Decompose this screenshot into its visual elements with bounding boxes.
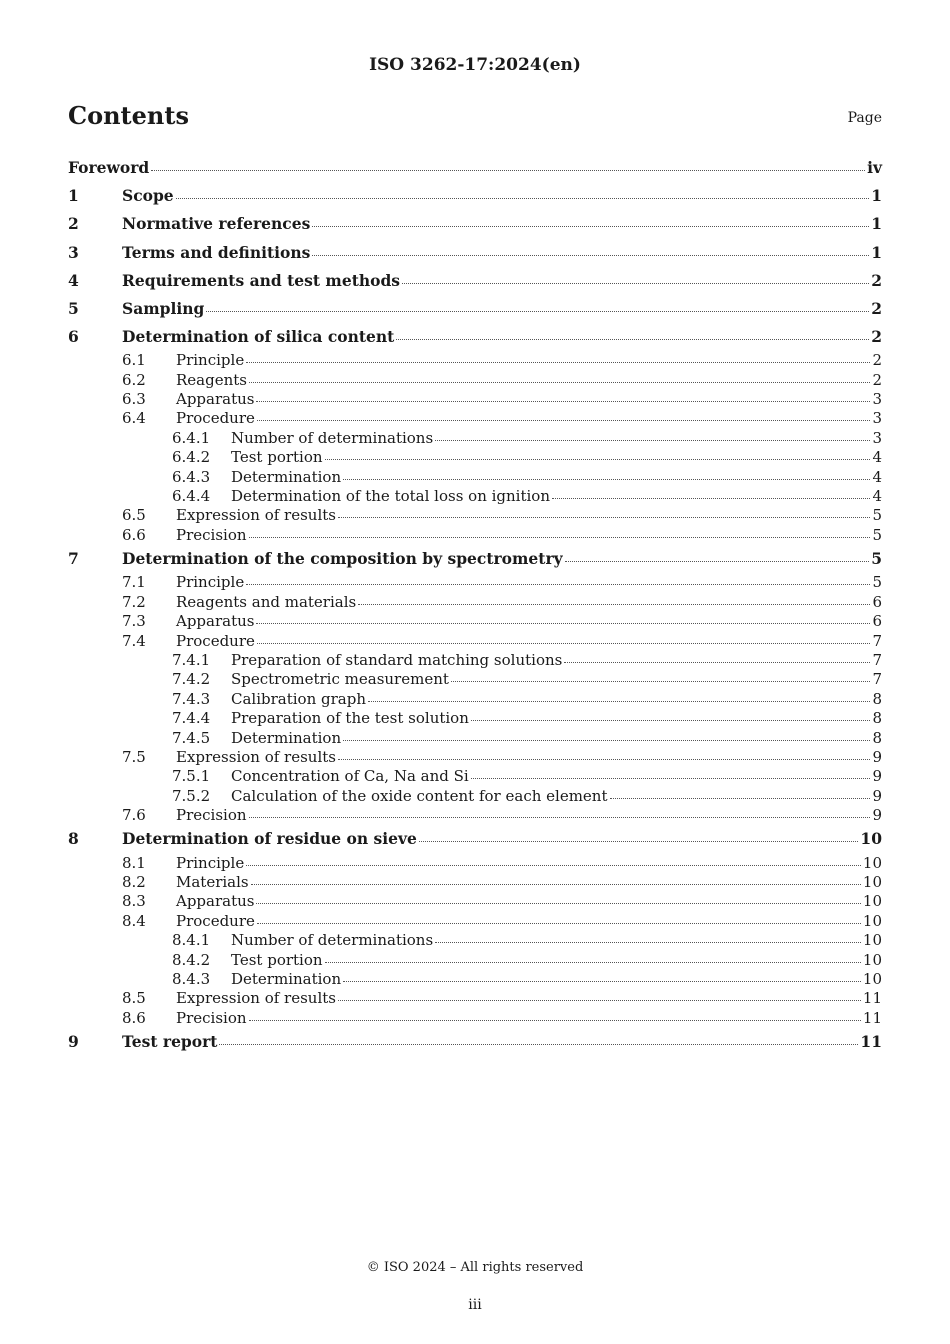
toc-entry-page[interactable]: 7: [872, 631, 882, 650]
dot-leader: [610, 798, 871, 799]
toc-entry[interactable]: [68, 267, 882, 295]
toc-entry-number: 8.2: [122, 873, 146, 892]
toc-entry-number: 7.5: [122, 747, 146, 766]
toc-entry[interactable]: [68, 892, 882, 911]
document-id: ISO 3262-17:2024(en): [369, 55, 581, 75]
dot-leader: [256, 623, 870, 624]
toc-entry-title[interactable]: Calculation of the oxide content for each element: [231, 786, 608, 805]
toc-entry-number: 4: [68, 270, 79, 290]
toc-entry-number: 6.5: [122, 506, 146, 525]
dot-leader: [257, 643, 871, 644]
toc-entry-number: 6.6: [122, 525, 146, 544]
toc-entry-title[interactable]: Determination of residue on sieve: [122, 829, 417, 849]
dot-leader: [368, 701, 870, 702]
toc-entry-title[interactable]: Determination: [231, 467, 342, 486]
toc-entry-title[interactable]: Expression of results: [176, 989, 336, 1008]
dot-leader: [471, 720, 871, 721]
toc-entry-title[interactable]: Calibration graph: [231, 689, 366, 708]
toc-entry-page[interactable]: 9: [872, 806, 882, 825]
toc-entry-page[interactable]: 3: [872, 428, 882, 447]
toc-entry-page[interactable]: 5: [872, 506, 882, 525]
dot-leader: [219, 1044, 858, 1045]
toc-entry-page[interactable]: 2: [871, 270, 882, 290]
toc-entry-number: 7.4.2: [172, 670, 211, 689]
toc-entry-number: 8.4.3: [172, 970, 211, 989]
toc-entry-number: 8.1: [122, 853, 146, 872]
toc-entry[interactable]: [68, 873, 882, 892]
toc-entry-page[interactable]: 10: [862, 853, 882, 872]
toc-entry-page[interactable]: 5: [872, 573, 882, 592]
toc-entry-page[interactable]: 9: [872, 786, 882, 805]
dot-leader: [419, 841, 859, 842]
toc-entry-page[interactable]: 1: [871, 242, 882, 262]
dot-leader: [257, 420, 871, 421]
toc-entry-number: 6.1: [122, 351, 146, 370]
dot-leader: [338, 759, 870, 760]
toc-entry-page[interactable]: 10: [862, 970, 882, 989]
toc-entry[interactable]: [68, 593, 882, 612]
toc-entry-title[interactable]: Requirements and test methods: [122, 270, 401, 290]
toc-entry[interactable]: [68, 989, 882, 1008]
toc-entry-title[interactable]: Apparatus: [176, 892, 255, 911]
toc-entry[interactable]: [68, 690, 882, 709]
toc-entry[interactable]: [68, 1028, 882, 1056]
toc-entry-number: 7: [68, 549, 79, 569]
toc-entry-page[interactable]: 8: [872, 728, 882, 747]
toc-entry-title[interactable]: Expression of results: [176, 747, 336, 766]
dot-leader: [552, 498, 870, 499]
toc-entry-page[interactable]: 10: [860, 829, 882, 849]
toc-entry-page[interactable]: 2: [872, 351, 882, 370]
toc-entry-number: 8.4.1: [172, 931, 211, 950]
toc-entry-number: 7.1: [122, 573, 146, 592]
toc-entry-number: 7.4.1: [172, 650, 211, 669]
toc-entry-title[interactable]: Reagents: [176, 370, 247, 389]
toc-entry[interactable]: [68, 787, 882, 806]
copyright-footer: © ISO 2024 – All rights reserved: [366, 1260, 584, 1275]
toc-entry-title[interactable]: Preparation of standard matching solutions: [231, 650, 563, 669]
toc-entry-number: 7.2: [122, 592, 146, 611]
toc-entry-title[interactable]: Determination: [231, 970, 342, 989]
dot-leader: [564, 662, 870, 663]
toc-entry-page[interactable]: 3: [872, 409, 882, 428]
toc-entry-title[interactable]: Test portion: [231, 950, 323, 969]
toc-entry-number: 5: [68, 298, 79, 318]
toc-entry[interactable]: [68, 323, 882, 351]
dot-leader: [343, 479, 870, 480]
toc-entry-number: 8.5: [122, 989, 146, 1008]
toc-entry[interactable]: [68, 295, 882, 323]
toc-entry-page[interactable]: 8: [872, 689, 882, 708]
toc-entry-page[interactable]: 5: [871, 549, 882, 569]
page-number: iii: [468, 1297, 482, 1313]
toc-entry-number: 7.6: [122, 806, 146, 825]
dot-leader: [257, 923, 861, 924]
toc-entry-number: 7.3: [122, 612, 146, 631]
toc-entry-title[interactable]: Expression of results: [176, 506, 336, 525]
toc-entry-page[interactable]: 6: [872, 592, 882, 611]
toc-entry-number: 7.4.3: [172, 689, 211, 708]
dot-leader: [312, 226, 869, 227]
dot-leader: [338, 1000, 861, 1001]
dot-leader: [358, 604, 870, 605]
toc-entry-title[interactable]: Procedure: [176, 409, 255, 428]
dot-leader: [396, 339, 869, 340]
toc-entry-number: 6.3: [122, 390, 146, 409]
toc-entry-title[interactable]: Apparatus: [176, 390, 255, 409]
toc-entry-title[interactable]: Procedure: [176, 631, 255, 650]
toc-entry[interactable]: [68, 651, 882, 670]
toc-entry-page[interactable]: iv: [867, 158, 882, 177]
toc-entry-number: 9: [68, 1032, 79, 1052]
toc-entry[interactable]: [68, 573, 882, 592]
dot-leader: [343, 740, 870, 741]
toc-entry-page[interactable]: 1: [871, 214, 882, 234]
toc-entry-number: 8.6: [122, 1008, 146, 1027]
toc-entry-number: 7.4.4: [172, 709, 211, 728]
toc-entry-title[interactable]: Concentration of Ca, Na and Si: [231, 767, 469, 786]
toc-entry-page[interactable]: 9: [872, 767, 882, 786]
toc-entry[interactable]: [68, 545, 882, 573]
toc-entry[interactable]: [68, 239, 882, 267]
toc-entry-page[interactable]: 10: [862, 892, 882, 911]
dot-leader: [151, 170, 865, 171]
toc-entry-number: 6.4.2: [172, 448, 211, 467]
toc-entry[interactable]: [68, 767, 882, 786]
dot-leader: [451, 681, 871, 682]
toc-entry-title[interactable]: Determination: [231, 728, 342, 747]
toc-entry-page[interactable]: 11: [862, 989, 882, 1008]
toc-entry[interactable]: [68, 526, 882, 545]
toc-entry[interactable]: [68, 825, 882, 853]
toc-entry-page[interactable]: 4: [872, 448, 882, 467]
dot-leader: [343, 981, 861, 982]
toc-entry-title[interactable]: Principle: [176, 853, 245, 872]
toc-entry-title[interactable]: Scope: [122, 186, 174, 206]
toc-entry[interactable]: [68, 351, 882, 370]
toc-entry-number: 6.4.1: [172, 428, 211, 447]
dot-leader: [402, 283, 869, 284]
toc-entry-title[interactable]: Determination of the total loss on ignition: [231, 487, 550, 506]
toc-entry-title[interactable]: Reagents and materials: [176, 592, 357, 611]
toc-entry-number: 7.5.1: [172, 767, 211, 786]
toc-entry-page[interactable]: 11: [860, 1032, 882, 1052]
toc-entry-number: 6.2: [122, 370, 146, 389]
toc-entry-number: 6: [68, 327, 79, 347]
toc-entry-number: 8: [68, 829, 79, 849]
toc-entry-title[interactable]: Terms and definitions: [122, 242, 311, 262]
toc-entry-title[interactable]: Precision: [176, 806, 247, 825]
toc-entry-title[interactable]: Determination of the composition by spectrometry: [122, 549, 563, 569]
dot-leader: [246, 584, 870, 585]
toc-entry-title[interactable]: Test portion: [231, 448, 323, 467]
dot-leader: [325, 459, 871, 460]
toc-entry-title[interactable]: Precision: [176, 1008, 247, 1027]
toc-entry-number: 6.4: [122, 409, 146, 428]
toc-entry-page[interactable]: 2: [871, 327, 882, 347]
toc-entry[interactable]: [68, 468, 882, 487]
toc-entry-title[interactable]: Spectrometric measurement: [231, 670, 449, 689]
toc-entry-page[interactable]: 8: [872, 709, 882, 728]
toc-entry[interactable]: [68, 371, 882, 390]
dot-leader: [312, 255, 869, 256]
toc-entry-page[interactable]: 7: [872, 670, 882, 689]
toc-entry[interactable]: [68, 632, 882, 651]
toc-entry-title[interactable]: Determination of silica content: [122, 327, 395, 347]
toc-entry-page[interactable]: 2: [872, 370, 882, 389]
contents-title: Contents: [68, 101, 189, 130]
dot-leader: [565, 561, 870, 562]
dot-leader: [338, 517, 870, 518]
toc-entry-title[interactable]: Normative references: [122, 214, 311, 234]
toc-entry-page[interactable]: 1: [871, 186, 882, 206]
dot-leader: [246, 865, 861, 866]
toc-entry-number: 6.4.3: [172, 467, 211, 486]
toc-entry-title[interactable]: Principle: [176, 351, 245, 370]
toc-entry-title[interactable]: Materials: [176, 873, 249, 892]
toc-entry[interactable]: [68, 1009, 882, 1028]
toc-entry[interactable]: [68, 390, 882, 409]
toc-entry[interactable]: [68, 709, 882, 728]
toc-entry-title[interactable]: Sampling: [122, 298, 205, 318]
toc-entry-title[interactable]: Test report: [122, 1032, 218, 1052]
dot-leader: [249, 1020, 861, 1021]
toc-entry[interactable]: [68, 854, 882, 873]
dot-leader: [471, 778, 871, 779]
toc-entry[interactable]: [68, 670, 882, 689]
toc-entry-page[interactable]: 11: [862, 1008, 882, 1027]
dot-leader: [176, 198, 870, 199]
toc-entry[interactable]: [68, 448, 882, 467]
toc-entry-title[interactable]: Procedure: [176, 911, 255, 930]
dot-leader: [206, 311, 869, 312]
toc-entry[interactable]: [68, 429, 882, 448]
dot-leader: [246, 362, 870, 363]
toc-entry-page[interactable]: 10: [862, 950, 882, 969]
toc-entry-title[interactable]: Principle: [176, 573, 245, 592]
toc-entry[interactable]: [68, 748, 882, 767]
toc-entry[interactable]: [68, 970, 882, 989]
toc-entry[interactable]: [68, 210, 882, 238]
toc-entry-page[interactable]: 3: [872, 390, 882, 409]
toc-entry-title[interactable]: Apparatus: [176, 612, 255, 631]
dot-leader: [249, 382, 870, 383]
toc-entry-page[interactable]: 10: [862, 911, 882, 930]
toc-entry[interactable]: [68, 931, 882, 950]
dot-leader: [251, 884, 861, 885]
toc-entry[interactable]: [68, 409, 882, 428]
toc-entry[interactable]: [68, 806, 882, 825]
dot-leader: [256, 903, 860, 904]
toc-entry[interactable]: [68, 951, 882, 970]
toc-entry-number: 1: [68, 186, 79, 206]
toc-entry-page[interactable]: 2: [871, 298, 882, 318]
page-column-label: Page: [847, 110, 882, 126]
toc-entry[interactable]: [68, 729, 882, 748]
toc-entry-page[interactable]: 9: [872, 747, 882, 766]
toc-entry-number: 8.4: [122, 911, 146, 930]
dot-leader: [256, 401, 870, 402]
toc-entry-title[interactable]: Foreword: [68, 158, 150, 177]
toc-entry[interactable]: [68, 912, 882, 931]
toc-entry-title[interactable]: Preparation of the test solution: [231, 709, 469, 728]
dot-leader: [325, 962, 861, 963]
toc-entry-number: 2: [68, 214, 79, 234]
toc-entry-page[interactable]: 10: [862, 873, 882, 892]
toc-entry-page[interactable]: 10: [862, 931, 882, 950]
toc-entry-title[interactable]: Precision: [176, 525, 247, 544]
toc-entry-page[interactable]: 6: [872, 612, 882, 631]
toc-entry-title[interactable]: Number of determinations: [231, 428, 434, 447]
toc-entry[interactable]: [68, 182, 882, 210]
toc-entry-number: 8.4.2: [172, 950, 211, 969]
toc-entry-page[interactable]: 5: [872, 525, 882, 544]
table-of-contents: [68, 154, 882, 1056]
dot-leader: [249, 537, 871, 538]
toc-entry-number: 6.4.4: [172, 487, 211, 506]
toc-entry-page[interactable]: 7: [872, 650, 882, 669]
toc-entry[interactable]: [68, 487, 882, 506]
toc-entry[interactable]: [68, 154, 882, 182]
dot-leader: [435, 440, 870, 441]
toc-entry-page[interactable]: 4: [872, 467, 882, 486]
toc-entry-number: 7.4: [122, 631, 146, 650]
toc-entry[interactable]: [68, 506, 882, 525]
toc-entry-number: 7.4.5: [172, 728, 211, 747]
toc-entry-page[interactable]: 4: [872, 487, 882, 506]
toc-entry-number: 8.3: [122, 892, 146, 911]
dot-leader: [249, 817, 871, 818]
toc-entry-number: 3: [68, 242, 79, 262]
dot-leader: [435, 942, 861, 943]
toc-entry-title[interactable]: Number of determinations: [231, 931, 434, 950]
toc-entry-number: 7.5.2: [172, 786, 211, 805]
toc-entry[interactable]: [68, 612, 882, 631]
